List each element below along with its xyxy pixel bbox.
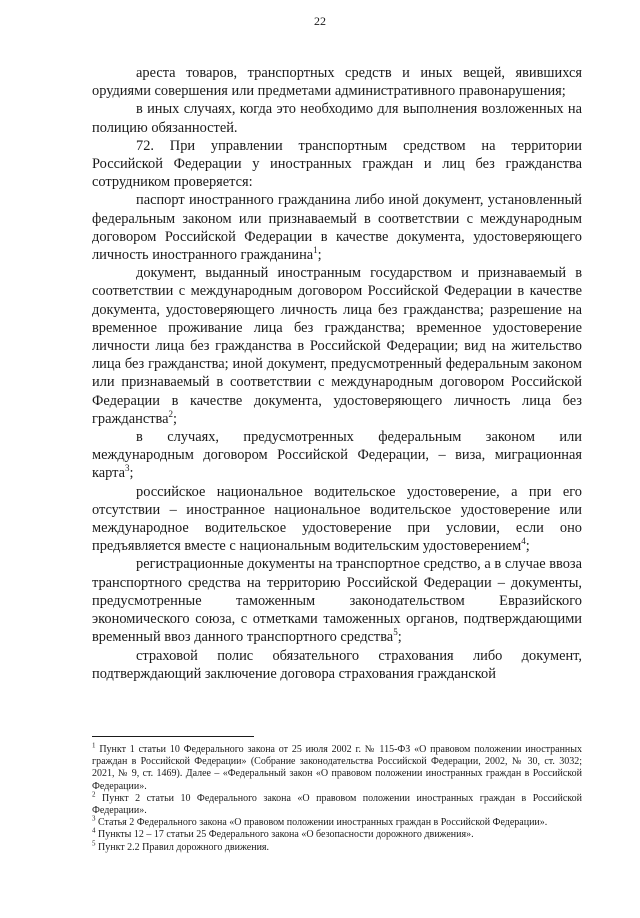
- footnote-number: 5: [92, 839, 96, 848]
- document-body: [92, 64, 582, 683]
- footnote: $^3$ Статья 2 Федерального закона «О правовом положении иностранных граждан в Российской Федерации».: [92, 814, 548, 829]
- footnote: $^4$ Пункты 12 – 17 статьи 25 Федерального закона «О безопасности дорожного движения».: [92, 827, 474, 841]
- paragraph: 72. При управлении транспортным средством на территории Российской Федерации у иностранных граждан и лиц без гражданства сотрудником проверяется:: [92, 137, 582, 191]
- paragraph: в иных случаях, когда это необходимо для выполнения возложенных на полицию обязанностей.: [92, 101, 582, 136]
- footnote-number: 3: [92, 814, 96, 823]
- footnote-ref: 2: [168, 409, 174, 420]
- paragraph: регистрационные документы на транспортное средство, а в случае ввоза транспортного средства на территорию Российской Федерации – документы, предусмотренные таможенным законодательством Евразийского экономического союза, с отметками таможенных органов, подтверждающими временный ввоз данного транспортного средства$^5$;: [92, 556, 582, 646]
- footnote-number: 1: [92, 741, 96, 750]
- footnote-number: 2: [92, 790, 96, 799]
- paragraph: паспорт иностранного гражданина либо иной документ, установленный федеральным законом или признаваемый в соответствии с международным договором Российской Федерации в качестве документа, удостоверяющего личность иностранного гражданина$^1$;: [92, 192, 582, 264]
- footnote: $^2$ Пункт 2 статьи 10 Федерального закона «О правовом положении иностранных граждан в Российской Федерации».: [92, 790, 582, 817]
- footnote-ref: 3: [125, 463, 130, 474]
- footnote: $^5$ Пункт 2.2 Правил дорожного движения.: [92, 839, 270, 853]
- footnote-ref: 1: [313, 245, 318, 256]
- page-number: 22: [314, 14, 326, 28]
- paragraph: страховой полис обязательного страхования либо документ, подтверждающий заключение договора страхования гражданской: [92, 647, 582, 682]
- footnote-ref: 4: [521, 536, 526, 547]
- paragraph: ареста товаров, транспортных средств и иных вещей, явившихся орудиями совершения или предметами административного правонарушения;: [92, 65, 582, 100]
- footnote-number: 4: [92, 827, 96, 836]
- paragraph: документ, выданный иностранным государством и признаваемый в соответствии с международным договором Российской Федерации в качестве документа, удостоверяющего личность лица без гражданства; разрешение на временное проживание лица без гражданства; временное удостоверение личности лица без гражданства в Российской Федерации; вид на жительство лица без гражданства; иной документ, предусмотренный федеральным законом или признаваемый в соответствии с международным договором Российской Федерации в качестве документа, удостоверяющего личность лица без гражданства$^2$;: [92, 265, 582, 427]
- paragraph: российское национальное водительское удостоверение, а при его отсутствии – иностранное национальное водительское удостоверение или международное водительское удостоверение при условии, если оно предъявляется вместе с национальным водительским удостоверением$^4$;: [92, 483, 582, 555]
- paragraph: в случаях, предусмотренных федеральным законом или международным договором Российской Федерации, – виза, миграционная карта$^3$;: [92, 429, 582, 482]
- footnote-ref: 5: [393, 627, 398, 638]
- footnote: $^1$ Пункт 1 статьи 10 Федерального закона от 25 июля 2002 г. № 115-ФЗ «О правовом положении иностранных граждан в Российской Федерации» (Собрание законодательства Российской Федерации, 2002, № 30, ст. 3032; 2021, № 9, ст. 1469). Далее – «Федеральный закон «О правовом положении иностранных граждан в Российской Федерации».: [92, 741, 582, 792]
- footnote-divider: [92, 736, 254, 737]
- footnotes: [92, 741, 582, 854]
